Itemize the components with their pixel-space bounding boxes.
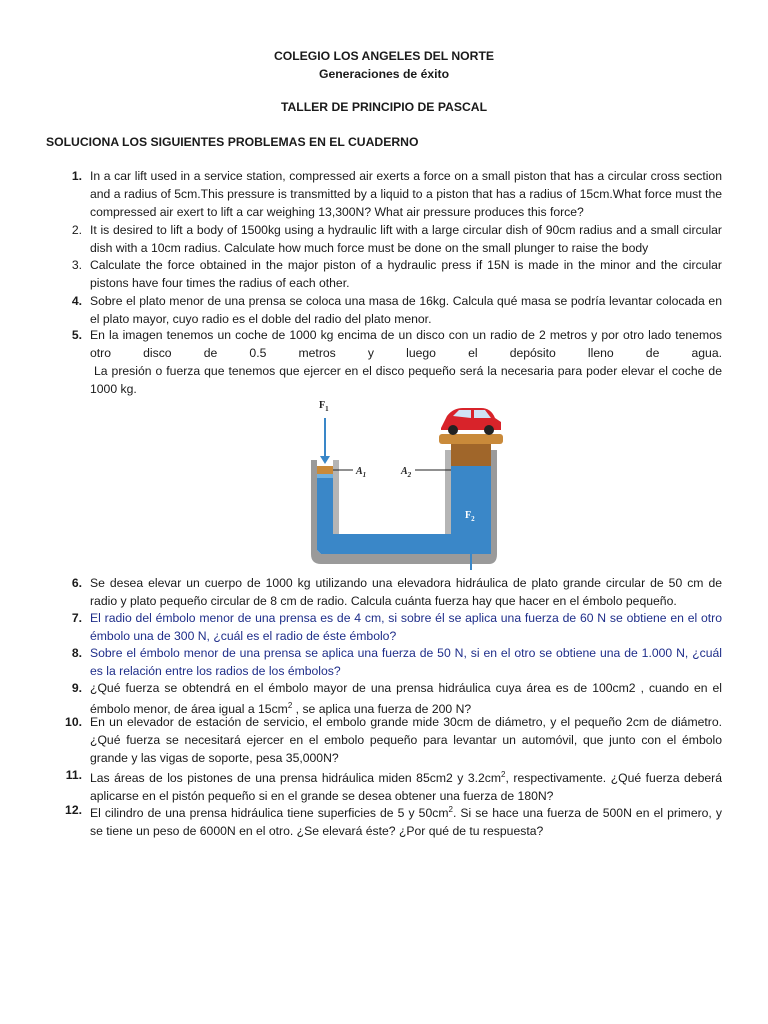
problem-number: 1.	[71, 169, 82, 183]
school-name: COLEGIO LOS ANGELES DEL NORTE	[273, 49, 495, 63]
force1-label: $F_1$	[319, 400, 329, 413]
area1-label: $A_1$	[356, 466, 367, 479]
car-wheel-rear	[484, 425, 494, 435]
problem-text: In a car lift used in a service station, compressed air exerts a force on a small piston that has a circular cross section and a radius of 5cm.This pressure is transmitted by a liquid to a piston that has a radius of 15cm.What force must the compressed air exert to lift a car weighing 13,300N? What air pressure produces this force?	[90, 169, 722, 219]
school-motto: Generaciones de éxito	[318, 67, 450, 81]
small-piston	[317, 466, 333, 474]
problem-number: 7.	[71, 611, 82, 625]
problem-text-continued: La presión o fuerza que tenemos que ejercer en el disco pequeño será la necesaria para poder elevar el coche de 1000 kg.	[90, 364, 722, 396]
problem-number: 9.	[71, 681, 82, 695]
problem-number: 2.	[71, 223, 82, 237]
problem-text: Se desea elevar un cuerpo de 1000 kg utilizando una elevadora hidráulica de plato grande circular de 50 cm de radio y plato pequeño circular de 8 cm de radio. Calcula cuánta fuerza hay que hacer en el émbolo pequeño.	[90, 576, 722, 608]
problem-number: 3.	[71, 258, 82, 272]
hydraulic-press-figure	[303, 394, 505, 572]
problem-text: El radio del émbolo menor de una prensa es de 4 cm, si sobre él se aplica una fuerza de 60 N se obtiene en el otro émbolo una de 300 N, ¿cuál es el radio de éste émbolo?	[90, 611, 722, 643]
problem-number: 10.	[65, 715, 82, 729]
car-wheel-front	[448, 425, 458, 435]
problem-text: Sobre el émbolo menor de una prensa se aplica una fuerza de 50 N, si en el otro se obtiene una de 1.000 N, ¿cuál es la relación entre los radios de los émbolos?	[90, 646, 722, 678]
inner-wall-right	[445, 450, 451, 534]
problem-text: It is desired to lift a body of 1500kg using a hydraulic lift with a large circular dish of 90cm radius and a small circular dish with a 10cm radius. Calculate how much force must be done on the small plunger to raise the body	[90, 223, 722, 255]
problem-number: 6.	[71, 576, 82, 590]
inner-wall-left	[333, 460, 339, 534]
large-piston	[451, 442, 491, 466]
area2-label: $A_2$	[401, 466, 412, 479]
problem-number: 4.	[71, 294, 82, 308]
problem-text: Las áreas de los pistones de una prensa hidráulica miden 85cm2 y $3.2cm^2$, respectivamente. ¿Qué fuerza deberá aplicarse en el pistón pequeño si en el grande se desea obtener una fuerza de 180N?	[90, 770, 722, 804]
inner-gap	[339, 460, 445, 534]
problem-text: El cilindro de una prensa hidráulica tiene superficies de 5 y $50cm^2$. Si se hace una fuerza de 500N en el primero, y se tiene un peso de 6000N en el otro. ¿Se elevará éste? ¿Por qué de tu respuesta?	[90, 805, 722, 839]
problem-text: En un elevador de estación de servicio, el embolo grande mide 30cm de diámetro, y el pequeño 2cm de diámetro. ¿Qué fuerza se necesitará ejercer en el embolo pequeño para levantar un automóvil, que junto con el émbolo grande y las vigas de soporte, pesa 35,000N?	[90, 715, 722, 765]
problem-text: Sobre el plato menor de una prensa se coloca una masa de 16kg. Calcula qué masa se podría levantar colocada en el plato mayor, cuyo radio es el doble del radio del plato menor.	[90, 294, 722, 326]
force2-label: $F_2$	[465, 510, 475, 523]
worksheet-title: TALLER DE PRINCIPIO DE PASCAL	[280, 100, 488, 114]
problem-text: ¿Qué fuerza se obtendrá en el émbolo mayor de una prensa hidráulica cuya área es de 100cm2 , cuando en el émbolo menor, de área igual a $15cm^2$ , se aplica una fuerza de 200 N?	[90, 681, 722, 717]
problem-number: 5.	[71, 328, 82, 342]
problem-number: 11.	[65, 768, 82, 782]
problem-text: En la imagen tenemos un coche de 1000 kg encima de un disco con un radio de 2 metros y por otro lado tenemos otro disco de 0.5 metros y luego el depósito lleno de agua.	[90, 328, 722, 360]
instructions: SOLUCIONA LOS SIGUIENTES PROBLEMAS EN EL CUADERNO	[46, 135, 419, 149]
problem-number: 8.	[71, 646, 82, 660]
problem-number: 12.	[65, 803, 82, 817]
water-surface-small	[317, 474, 333, 478]
problem-text: Calculate the force obtained in the major piston of a hydraulic press if 15N is made in the minor and the circular pistons have four times the radius of each other.	[90, 258, 722, 290]
large-platform	[439, 434, 503, 444]
